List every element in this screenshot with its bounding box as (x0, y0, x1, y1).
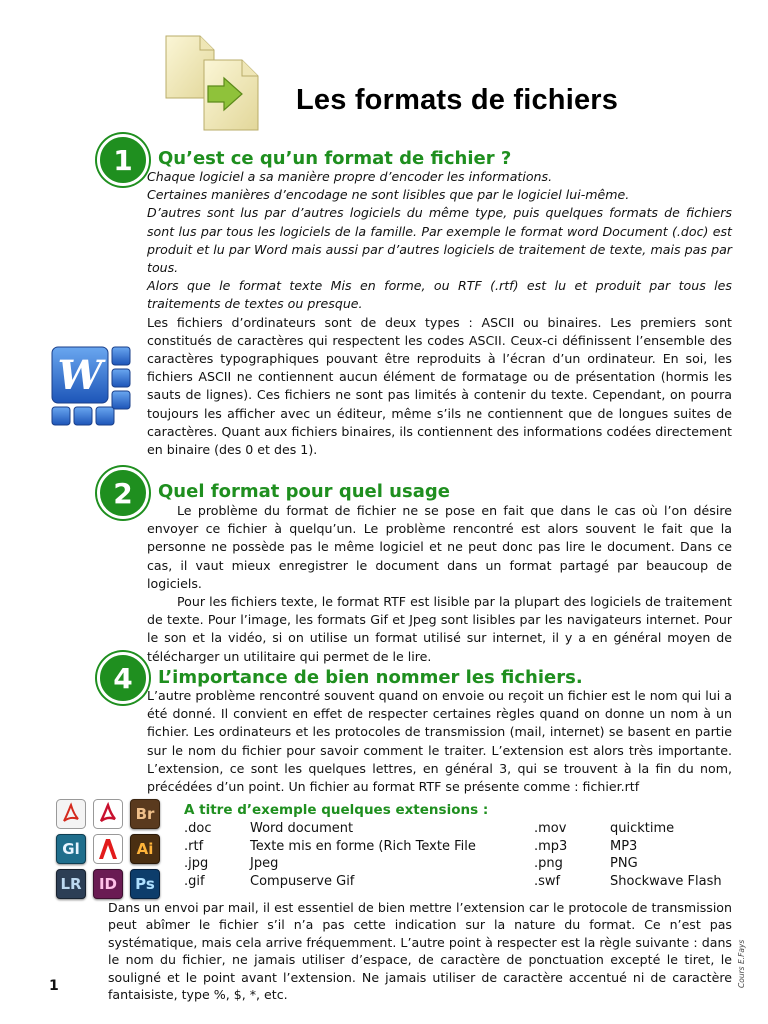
extension-cell: .doc (184, 821, 212, 836)
page-number: 1 (49, 978, 59, 994)
section-number-badge: 4 (97, 652, 149, 704)
extension-cell: .mov (534, 821, 567, 836)
paragraph: Chaque logiciel a sa manière propre d’encoder les informations. (147, 169, 553, 184)
golive-icon: Gl (56, 834, 86, 864)
extension-cell: .rtf (184, 838, 204, 854)
closing-paragraph: Dans un envoi par mail, il est essentiel de bien mettre l’extension car le protocole de transmission peut abîmer le fichier s’il n’a pas cette indication sur la nature du format. Ce n’est pas systématique, mais cela arrive fréquemment. L’autre point à respecter est la règle suivante : dans le nom du fichier, ne jamais utiliser d’espace, de caractère de ponctuation excepté le tiret, le souligné et le point avant l’extension. Ne jamais utiliser de caractère accentué ni de caractère fantaisiste, type %, $, *, etc. (108, 900, 732, 1003)
section-title: Quel format pour quel usage (158, 481, 450, 502)
extension-cell: .png (534, 856, 563, 871)
svg-text:W: W (57, 352, 103, 399)
paragraph: Les fichiers d’ordinateurs sont de deux types : ASCII ou binaires. Les premiers sont constitués de caractères qui respectent les codes ASCII. Ceux-ci définissent l’ensemble des caractères typographiques pouvant être reproduits à l’écran d’un ordinateur. En soi, les fichiers ASCII ne contiennent aucun élément de formatage ou de présentation (hormis les sauts de lignes). Ces fichiers ne sont pas limités à contenir du texte. Cependant, on pourra toujours les afficher avec un éditeur, même s’ils ne contiennent que de longues suites de caractères. Quant aux fichiers binaires, ils contiennent des informations codées directement en binaire (des 0 et des 1). (147, 314, 732, 458)
description-cell: MP3 (610, 838, 638, 854)
paragraph: Alors que le format texte Mis en forme, ou RTF (.rtf) est lu et produit par tous les traitements de textes ou presque. (147, 278, 732, 312)
description-cell: Compuserve Gif (250, 873, 355, 889)
section-number-badge: 2 (97, 467, 149, 519)
description-cell: Word document (250, 821, 354, 836)
author-credit: Cours E.Fays (737, 939, 746, 988)
word-document-icon (50, 345, 134, 429)
section-4-body (147, 687, 732, 796)
acrobat-icon (93, 799, 123, 829)
section-title: Qu’est ce qu’un format de fichier ? (158, 148, 512, 169)
lightroom-icon: LR (56, 869, 86, 899)
adobe-logo-icon (93, 834, 123, 864)
extension-cell: .swf (534, 873, 561, 889)
description-cell: Shockwave Flash (610, 873, 722, 889)
description-cell: Texte mis en forme (Rich Texte File (250, 838, 476, 854)
extension-cell: .jpg (184, 856, 209, 871)
indesign-icon: ID (93, 869, 123, 899)
paragraph: Pour les fichiers texte, le format RTF est lisible par la plupart des logiciels de traitement de texte. Pour l’image, les formats Gif et Jpeg sont lisibles par les navigateurs internet. Pour le son et la vidéo, si on utilise un format utilisé sur internet, il y a en général moyen de télécharger un utilitaire qui permet de le lire. (147, 594, 732, 664)
section-2-body (147, 502, 732, 666)
documents-transfer-icon (160, 32, 264, 132)
extensions-heading: A titre d’exemple quelques extensions : (184, 802, 489, 818)
bridge-icon: Br (130, 799, 160, 829)
acrobat-reader-icon (56, 799, 86, 829)
paragraph: D’autres sont lus par d’autres logiciels du même type, puis quelques formats de fichiers sont lus par tous les logiciels de la famille. Par exemple le format word Document (.doc) est produit et lu par Word mais aussi par d’autres logiciels de traitement de texte, mais pas par tous. (147, 205, 732, 276)
paragraph: Certaines manières d’encodage ne sont lisibles que par le logiciel lui-même. (147, 187, 630, 203)
extension-cell: .mp3 (534, 838, 568, 854)
description-cell: Jpeg (250, 856, 279, 871)
section-title: L’importance de bien nommer les fichiers. (158, 667, 583, 688)
photoshop-icon: Ps (130, 869, 160, 899)
section-1-body (147, 168, 732, 459)
page-title: Les formats de fichiers (296, 84, 619, 116)
paragraph: Le problème du format de fichier ne se pose en fait que dans le cas où l’on désire envoyer ce fichier à quelqu’un. Le problème rencontré est alors souvent le fait que la personne ne possède pas le même logiciel et ne peut donc pas lire le document. Dans ce cas, il vaut mieux enregistrer le document dans un format partagé par beaucoup de logiciels. (147, 503, 732, 591)
description-cell: quicktime (610, 821, 675, 836)
section-number-badge: 1 (97, 134, 149, 186)
paragraph: L’autre problème rencontré souvent quand on envoie ou reçoit un fichier est le nom qui lui a été donné. Il convient en effet de respecter certaines règles quand on donne un nom à un fichier. Les ordinateurs et les protocoles de transmission (mail, internet) se basent en partie sur le nom du fichier pour savoir comment le traiter. L’extension est alors très importante. L’extension, ce sont les quelques lettres, en général 3, qui se trouvent à la fin du nom, précédées d’un point. Un fichier au format RTF se présente comme : fichier.rtf (147, 688, 732, 795)
illustrator-icon: Ai (130, 834, 160, 864)
description-cell: PNG (610, 856, 638, 871)
extension-cell: .gif (184, 873, 205, 889)
